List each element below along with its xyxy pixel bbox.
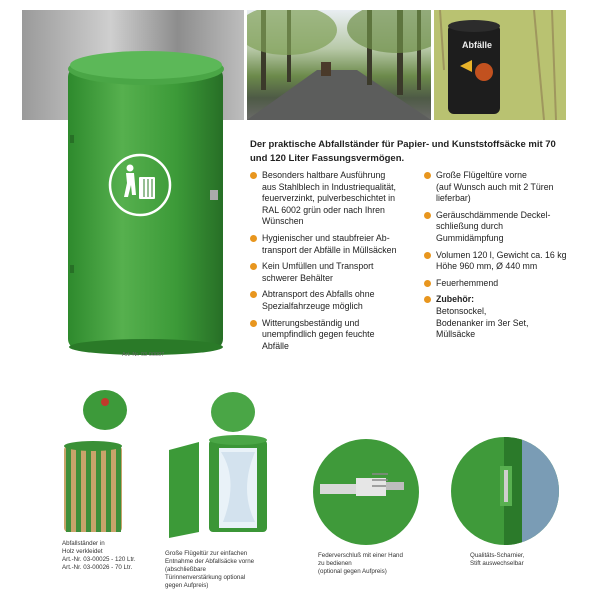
accessories-text: Betonsockel, Bodenanker im 3er Set, Müllsäcke <box>436 305 529 340</box>
feature-item: Kein Umfüllen und Transport schwerer Behälter <box>250 261 410 284</box>
caption-clamp: Federverschluß mit einer Hand zu bedienen (optional gegen Aufpreis) <box>318 552 403 575</box>
bullet-icon <box>424 212 431 219</box>
bullet-icon <box>250 263 257 270</box>
feature-item: Abtransport des Abfalls ohne Spezialfahrzeuge möglich <box>250 289 410 312</box>
feature-list-left <box>250 170 410 357</box>
caption-door: Große Flügeltür zur einfachen Entnahme der Abfallsäcke vorne (abschließbare Türinnenverstärkung optional gegen Aufpreis) <box>165 550 255 589</box>
product-headline: Der praktische Abfallständer für Papier- und Kunststoffsäcke mit 70 und 120 Liter Fassungsvermögen. <box>250 139 556 164</box>
caption-wood-bin: Abfallständer in Holz verkleidet Art.-Nr. 03-00025 - 120 Ltr. Art.-Nr. 03-00026 - 70 Ltr. <box>62 540 136 571</box>
feature-item: Große Flügeltüre vorne (auf Wunsch auch mit 2 Türen lieferbar) <box>424 170 584 205</box>
bullet-icon <box>424 252 431 259</box>
feature-item: Hygienischer und staubfreier Ab- transport der Abfälle in Müllsäcken <box>250 233 410 256</box>
bullet-icon <box>424 280 431 287</box>
feature-list-right <box>424 170 584 346</box>
hinge-detail-image <box>450 436 560 546</box>
bullet-icon <box>250 291 257 298</box>
bullet-icon <box>250 235 257 242</box>
bin-label-text: Abfälle <box>462 40 493 50</box>
feature-item: Witterungsbeständig und unempfindlich gegen feuchte Abfälle <box>250 318 410 353</box>
wood-clad-bin-illustration <box>60 388 130 538</box>
bullet-icon <box>424 172 431 179</box>
feature-item: Besonders haltbare Ausführung aus Stahlblech in Industriequalität, feuerverzinkt, pulverbeschichtet in RAL 6002 grün oder nach Ihren Wünschen <box>250 170 410 228</box>
accessories-title: Zubehör: <box>436 294 475 305</box>
bullet-icon <box>250 320 257 327</box>
spring-clamp-detail-image <box>312 438 420 546</box>
bullet-icon <box>424 296 431 303</box>
open-door-bin-illustration <box>165 390 275 540</box>
photo-bin-in-nature <box>434 10 566 120</box>
photo-park-path <box>247 10 431 120</box>
feature-item: Feuerhemmend <box>424 278 584 290</box>
feature-item: Geräuschdämmende Deckel- schließung durch Gummidämpfung <box>424 210 584 245</box>
main-bin-article-number: Art.-Nr. 03-00097 <box>122 352 165 358</box>
caption-hinge: Qualitäts-Scharnier, Stift auswechselbar <box>470 552 525 567</box>
main-bin-illustration <box>60 45 235 355</box>
bullet-icon <box>250 172 257 179</box>
feature-item: Volumen 120 l, Gewicht ca. 16 kg Höhe 960 mm, Ø 440 mm <box>424 250 584 273</box>
accessories-item <box>424 294 584 340</box>
